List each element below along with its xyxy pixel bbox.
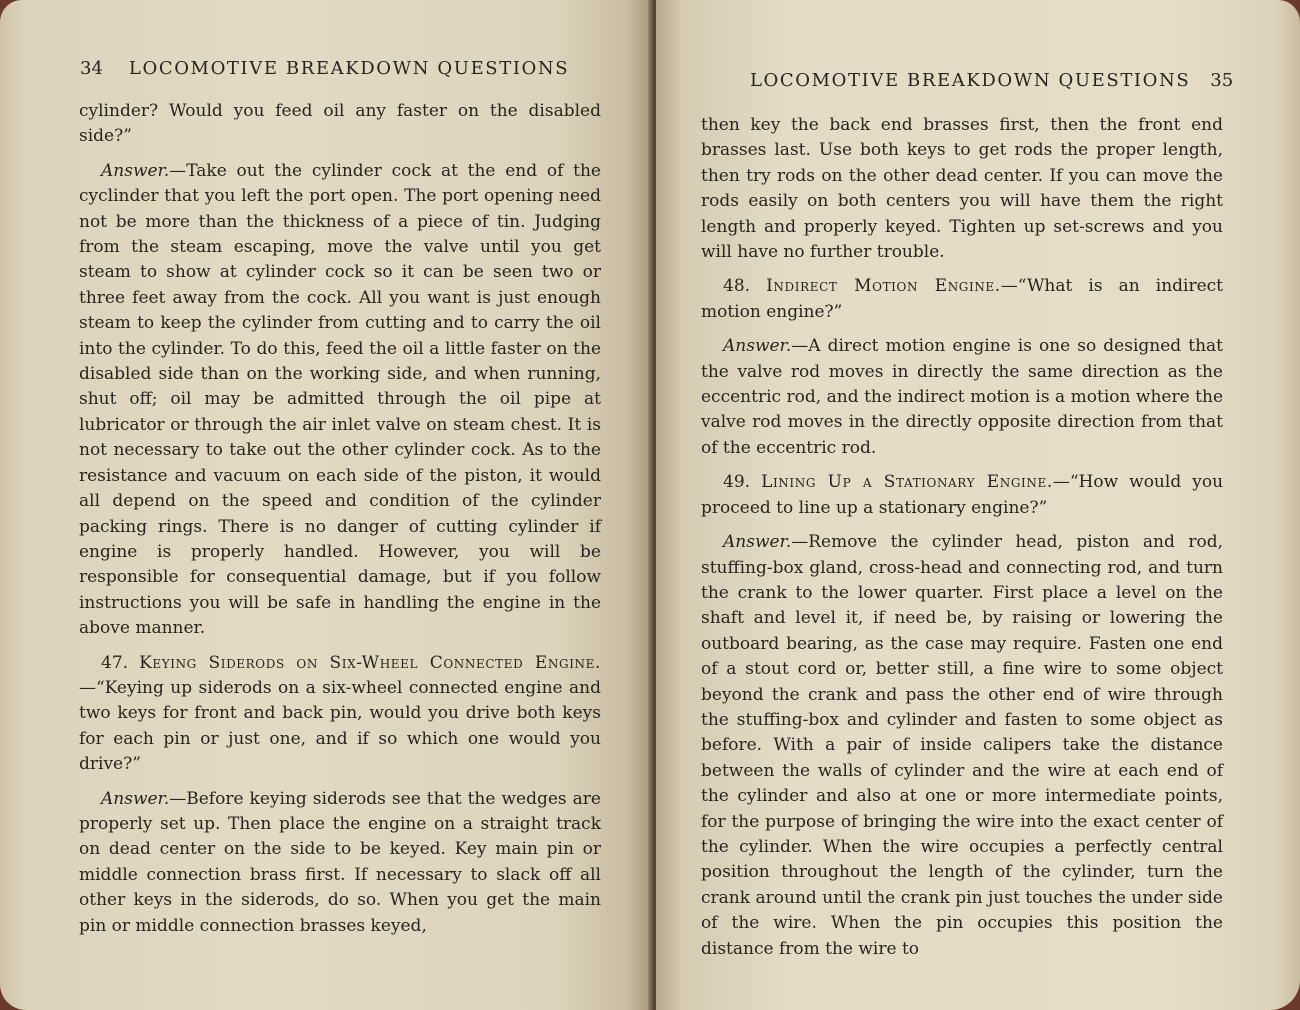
right-page: [656, 0, 1300, 1010]
right-running-header: [750, 70, 1233, 91]
question-heading: Indirect Motion Engine.: [766, 276, 1001, 297]
answer-label: Answer.: [101, 788, 170, 809]
question-48: 48. Indirect Motion Engine.—“What is an indirect motion engine?”: [701, 276, 1223, 322]
answer-paragraph: Answer.—Take out the cylinder cock at the end of the cyclinder that you left the port open. The port opening need not be more than the thickness of a piece of tin. Judging from the steam escaping, move the valve until you get steam to show at cylinder cock so it can be seen two or three feet away from the cock. All you want is just enough steam to keep the cylinder from cutting and to carry the oil into the cylinder. To do this, feed the oil a little faster on the disabled side than on the working side, and when running, shut off; oil may be admitted through the oil pipe at lubricator or through the air inlet valve on steam chest. It is not necessary to take out the other cylinder cock. As to the resistance and vacuum on each side of the piston, it would all depend on the speed and condition of the cylinder packing rings. There is no danger of cutting cylinder if engine is properly handled. However, you will be responsible for consequential damage, but if you follow instructions you will be safe in handling the engine in the above manner.: [79, 160, 601, 639]
left-running-head: LOCOMOTIVE BREAKDOWN QUESTIONS: [128, 58, 570, 79]
answer-label: Answer.: [723, 532, 792, 553]
answer-paragraph: Answer.—A direct motion engine is one so designed that the valve rod moves in directly the same direction as the eccentric rod, and the indirect motion is a motion where the valve rod moves in the directly opposite direction from that of the eccentric rod.: [701, 336, 1223, 458]
left-page-body: [79, 99, 601, 948]
question-heading: Keying Siderods on Six-Wheel Connected Engine.: [139, 652, 601, 673]
question-47: 47. Keying Siderods on Six-Wheel Connected Engine.—“Keying up siderods on a six-wheel connected engine and two keys for front and back pin, would you drive both keys for each pin or just one, and if so which one would you drive?”: [79, 652, 601, 775]
answer-label: Answer.: [723, 336, 792, 357]
left-running-header: [80, 58, 569, 79]
right-page-body: [701, 113, 1223, 971]
right-running-head: LOCOMOTIVE BREAKDOWN QUESTIONS: [750, 70, 1191, 91]
paragraph: cylinder? Would you feed oil any faster on the disabled side?”: [79, 101, 601, 147]
answer-label: Answer.: [101, 160, 170, 181]
answer-paragraph: Answer.—Remove the cylinder head, piston and rod, stuffing-box gland, cross-head and connecting rod, and turn the crank to the lower quarter. First place a level on the shaft and level it, if need be, by raising or lowering the outboard bearing, as the case may require. Fasten one end of a stout cord or, better still, a fine wire to some object beyond the crank and pass the other end of wire through the stuffing-box and cylinder and fasten to some object as before. With a pair of inside calipers take the distance between the walls of cylinder and the wire at each end of the cylinder and also at one or more intermediate points, for the purpose of bringing the wire into the exact center of the cylinder. When the wire occupies a perfectly central position throughout the length of the cylinder, turn the crank around until the crank pin just touches the under side of the wire. When the pin occupies this position the distance from the wire to: [701, 532, 1223, 959]
paragraph: then key the back end brasses first, then the front end brasses last. Use both keys to get rods the proper length, then try rods on the other dead center. If you can move the rods easily on both centers you will have them the right length and properly keyed. Tighten up set-screws and you will have no further trouble.: [701, 115, 1223, 263]
question-heading: Lining Up a Stationary Engine.: [761, 472, 1053, 493]
left-page-number: 34: [80, 58, 103, 79]
question-number: 49.: [723, 472, 751, 493]
right-page-number: 35: [1210, 70, 1234, 91]
question-number: 48.: [723, 276, 751, 297]
answer-paragraph: Answer.—Before keying siderods see that the wedges are properly set up. Then place the engine on a straight track on dead center on the side to be keyed. Key main pin or middle connection brass first. If necessary to slack off all other keys in the siderods, do so. When you get the main pin or middle connection brasses keyed,: [79, 788, 601, 936]
question-number: 47.: [101, 652, 129, 673]
question-49: 49. Lining Up a Stationary Engine.—“How would you proceed to line up a stationary engine?”: [701, 472, 1224, 518]
